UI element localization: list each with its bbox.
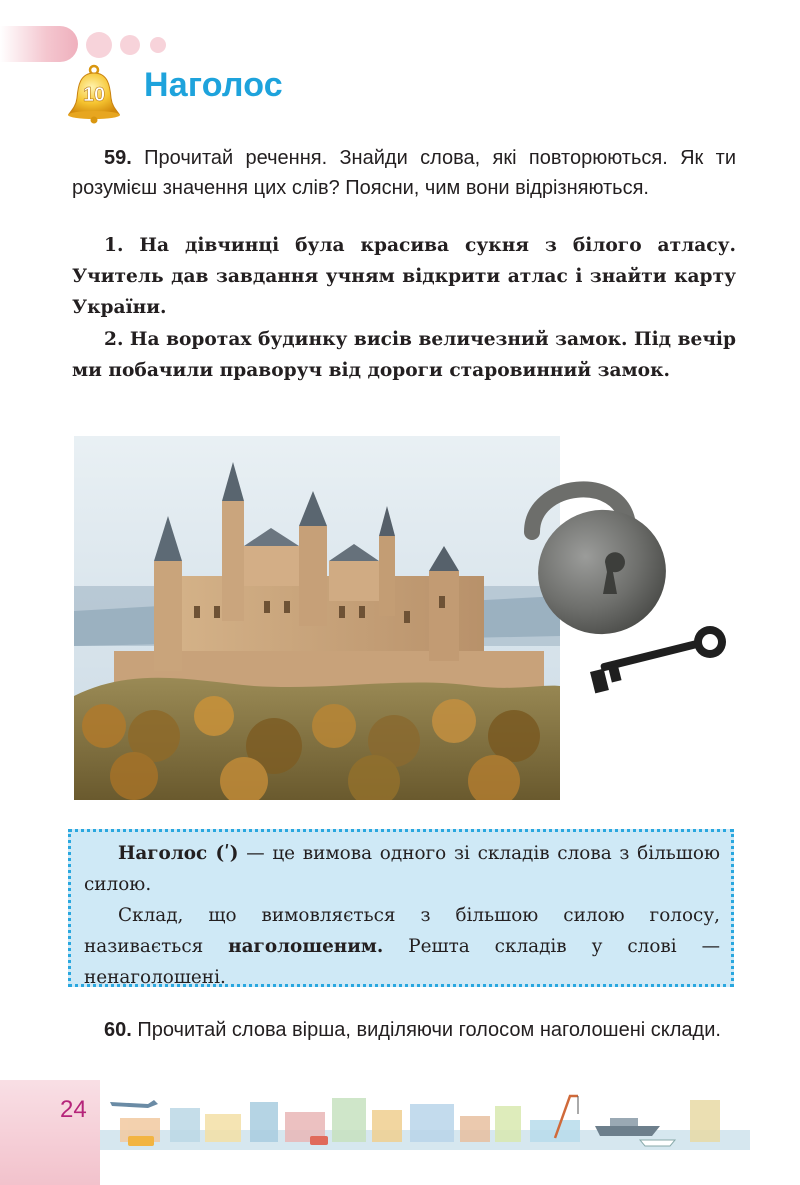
page-number: 24 bbox=[60, 1096, 87, 1123]
page-title: Наголос bbox=[144, 66, 283, 104]
rule-p2-bold: наголошеним. bbox=[228, 936, 384, 957]
exercise-number: 59. bbox=[104, 147, 132, 169]
header-decoration-pill bbox=[0, 26, 78, 62]
rule-text bbox=[84, 838, 720, 993]
exercise-60 bbox=[72, 1015, 736, 1045]
castle-image bbox=[74, 436, 560, 800]
rule-p2-end: Решта складів у слові — ненаголошені. bbox=[84, 936, 720, 988]
sentence-1: 1. На дівчинці була красива сукня з білого атласу. Учитель дав завдання учням відкрити атлас і знайти карту України. bbox=[72, 235, 736, 318]
exercise-text: Прочитай речення. Знайди слова, які повторюються. Як ти розумієш значення цих слів? Поясни, чим вони відрізняються. bbox=[72, 147, 736, 199]
rule-term: Наголос (ʹ) bbox=[118, 843, 239, 864]
sentence-2: 2. На воротах будинку висів величезний замок. Під вечір ми побачили праворуч від дороги старовинний замок. bbox=[72, 329, 736, 381]
exercise-number: 60. bbox=[104, 1019, 132, 1041]
padlock-key-image bbox=[510, 462, 740, 702]
rule-p2-start: Склад, що вимовляється з більшою силою голосу, називається bbox=[84, 905, 720, 957]
rule-paragraph-2 bbox=[84, 900, 720, 993]
exercise-text: Прочитай слова вірша, виділяючи голосом наголошені склади. bbox=[137, 1019, 721, 1041]
exercise-59 bbox=[72, 143, 736, 203]
header-decoration-dot bbox=[120, 35, 140, 55]
city-footer-illustration bbox=[100, 1090, 750, 1150]
rule-paragraph-1 bbox=[84, 838, 720, 900]
header-decoration-dot bbox=[86, 32, 112, 58]
lesson-number: 10 bbox=[82, 84, 106, 106]
header-decoration-dot bbox=[150, 37, 166, 53]
rule-definition: — це вимова одного зі складів слова з більшою силою. bbox=[84, 843, 720, 895]
